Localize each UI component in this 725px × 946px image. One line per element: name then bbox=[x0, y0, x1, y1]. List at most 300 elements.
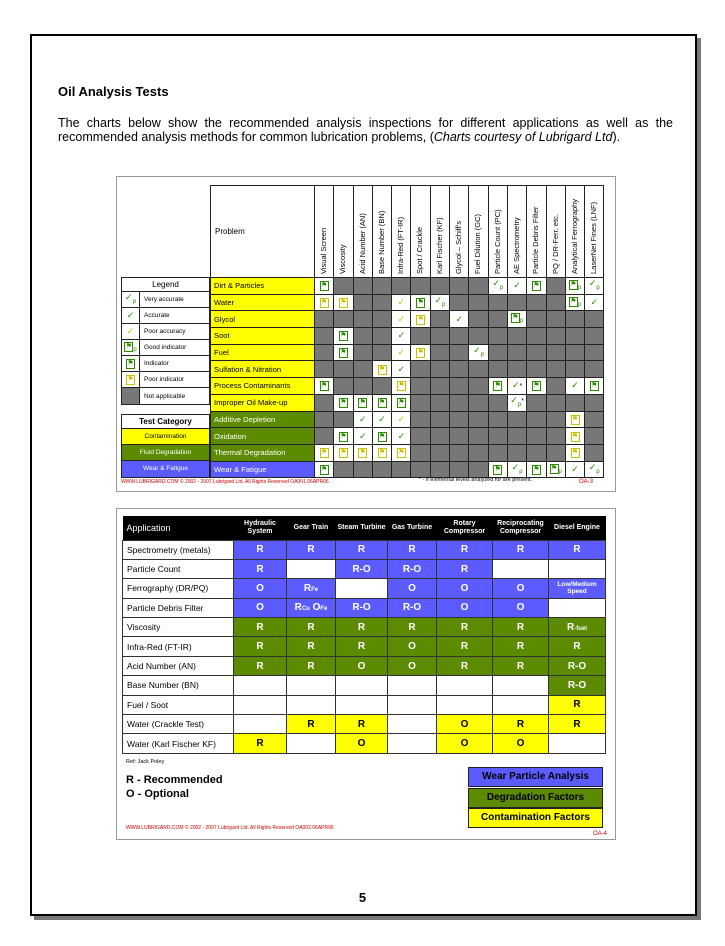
not-applicable-cell bbox=[527, 311, 546, 328]
recommendation-cell: R bbox=[287, 637, 336, 656]
not-applicable-cell bbox=[450, 394, 469, 411]
not-applicable-cell bbox=[450, 294, 469, 311]
not-applicable-cell bbox=[411, 278, 430, 295]
not-applicable-cell bbox=[450, 461, 469, 478]
poor-indicator-icon: ⚑ bbox=[398, 382, 405, 390]
recommendation-cell: R bbox=[388, 540, 437, 559]
accurate-check-icon: ✓* bbox=[511, 380, 523, 391]
indicator-icon: ⚑ bbox=[321, 465, 328, 473]
problem-label: Glycol bbox=[211, 311, 315, 328]
not-applicable-cell bbox=[392, 461, 411, 478]
not-applicable-cell bbox=[411, 461, 430, 478]
not-applicable-cell bbox=[546, 444, 565, 461]
rating-cell bbox=[527, 378, 546, 395]
recommendation-cell: R-O bbox=[388, 559, 437, 578]
poor-accuracy-check-icon: ✓ bbox=[126, 326, 135, 336]
problem-label: Thermal Degradation bbox=[211, 444, 315, 461]
poor-indicator-icon: ⚑ bbox=[571, 415, 579, 423]
recommendation-cell: R bbox=[336, 618, 388, 637]
category-key-item: Degradation Factors bbox=[468, 788, 603, 808]
not-applicable-cell bbox=[430, 411, 449, 428]
recommendation-cell bbox=[388, 695, 437, 714]
recommendation-cell bbox=[388, 715, 437, 734]
not-applicable-cell bbox=[469, 428, 488, 445]
rating-cell bbox=[450, 311, 469, 328]
problem-row bbox=[211, 294, 604, 311]
rating-cell bbox=[527, 461, 546, 478]
recommendation-cell: O bbox=[234, 579, 287, 598]
test-label: Ferrography (DR/PQ) bbox=[123, 579, 234, 598]
problem-label: Dirt & Particles bbox=[211, 278, 315, 295]
test-row bbox=[123, 676, 606, 695]
legend-symbol bbox=[122, 356, 140, 371]
not-applicable-cell bbox=[488, 428, 507, 445]
legend-title: Legend bbox=[122, 278, 209, 292]
not-applicable-cell bbox=[353, 311, 372, 328]
not-applicable-cell bbox=[585, 361, 604, 378]
not-applicable-cell bbox=[315, 361, 334, 378]
not-applicable-cell bbox=[315, 411, 334, 428]
category-item: Fluid Degradation bbox=[122, 445, 209, 461]
not-applicable-cell bbox=[353, 378, 372, 395]
problem-row bbox=[211, 344, 604, 361]
recommendation-cell: R bbox=[549, 540, 606, 559]
category-title: Test Category bbox=[122, 415, 209, 429]
indicator-icon: ⚑ bbox=[340, 332, 347, 340]
rating-cell bbox=[507, 311, 526, 328]
legend-symbol bbox=[122, 372, 140, 387]
accurate-check-icon: ✓ bbox=[571, 380, 579, 391]
recommendation-cell: R bbox=[336, 637, 388, 656]
not-applicable-cell bbox=[469, 394, 488, 411]
application-grid bbox=[122, 516, 606, 754]
recommendation-cell bbox=[437, 695, 493, 714]
test-header: Karl Fischer (KF) bbox=[430, 186, 449, 278]
legend-symbol bbox=[122, 340, 140, 355]
poor-accuracy-check-icon: ✓ bbox=[397, 297, 406, 308]
not-applicable-cell bbox=[546, 311, 565, 328]
recommendation-cell: R bbox=[287, 618, 336, 637]
not-applicable-cell bbox=[315, 428, 334, 445]
test-category-legend bbox=[121, 414, 210, 478]
not-applicable-cell bbox=[488, 361, 507, 378]
not-applicable-cell bbox=[488, 294, 507, 311]
poor-indicator-icon: ⚑ bbox=[398, 449, 405, 457]
test-label: Base Number (BN) bbox=[123, 676, 234, 695]
indicator-icon: ⚑ bbox=[494, 465, 501, 473]
not-applicable-cell bbox=[469, 461, 488, 478]
not-applicable-cell bbox=[450, 361, 469, 378]
recommendation-cell bbox=[493, 559, 549, 578]
rating-cell bbox=[585, 378, 604, 395]
rating-cell bbox=[392, 328, 411, 345]
not-applicable-cell bbox=[353, 461, 372, 478]
recommendation-cell: R bbox=[437, 540, 493, 559]
recommendation-cell: O bbox=[437, 734, 493, 753]
legend-item bbox=[122, 388, 209, 404]
rating-cell bbox=[565, 294, 584, 311]
test-row bbox=[123, 598, 606, 617]
rating-cell bbox=[565, 411, 584, 428]
accurate-check-icon: ✓ bbox=[571, 463, 579, 474]
test-row bbox=[123, 734, 606, 753]
legend-item bbox=[122, 292, 209, 308]
test-header: Viscosity bbox=[334, 186, 353, 278]
recommendation-cell: R bbox=[437, 618, 493, 637]
not-applicable-cell bbox=[430, 328, 449, 345]
recommendation-cell: R bbox=[287, 656, 336, 675]
rating-cell bbox=[392, 344, 411, 361]
rating-cell bbox=[469, 344, 488, 361]
very-accurate-check-icon: $✓_p$ bbox=[588, 461, 600, 475]
test-label: Spectrometry (metals) bbox=[123, 540, 234, 559]
not-applicable-cell bbox=[430, 278, 449, 295]
indicator-icon: ⚑ bbox=[417, 299, 424, 307]
recommendation-cell: R bbox=[388, 618, 437, 637]
not-applicable-cell bbox=[585, 328, 604, 345]
recommendation-cell bbox=[287, 695, 336, 714]
recommendation-cell: O bbox=[493, 579, 549, 598]
not-applicable-cell bbox=[411, 444, 430, 461]
not-applicable-cell bbox=[315, 344, 334, 361]
not-applicable-cell bbox=[527, 428, 546, 445]
rating-cell bbox=[392, 311, 411, 328]
not-applicable-cell bbox=[565, 328, 584, 345]
rating-cell bbox=[353, 444, 372, 461]
application-column-header: Rotary Compressor bbox=[437, 516, 493, 540]
not-applicable-cell bbox=[334, 461, 353, 478]
indicator-icon: ⚑ bbox=[533, 465, 540, 473]
not-applicable-cell bbox=[546, 328, 565, 345]
recommendation-cell: Low/Medium Speed bbox=[549, 579, 606, 598]
recommendation-cell bbox=[234, 715, 287, 734]
not-applicable-cell bbox=[315, 311, 334, 328]
application-column-header: Gas Turbine bbox=[388, 516, 437, 540]
legend-label: Indicator bbox=[144, 360, 169, 367]
recommendation-cell bbox=[336, 579, 388, 598]
not-applicable-cell bbox=[469, 378, 488, 395]
recommendation-cell bbox=[388, 676, 437, 695]
recommendation-cell: O bbox=[437, 598, 493, 617]
rating-cell bbox=[507, 394, 526, 411]
legend-item bbox=[122, 356, 209, 372]
not-applicable-cell bbox=[334, 378, 353, 395]
recommendation-cell: R bbox=[234, 618, 287, 637]
problem-row bbox=[211, 278, 604, 295]
not-applicable-cell bbox=[527, 328, 546, 345]
recommended-label: R - Recommended bbox=[126, 774, 223, 786]
recommendation-cell: R bbox=[493, 618, 549, 637]
page-number: 5 bbox=[358, 890, 367, 905]
not-applicable-cell bbox=[527, 411, 546, 428]
legend-label: Good indicator bbox=[144, 344, 187, 351]
intro-paragraph bbox=[58, 116, 673, 144]
recommendation-cell bbox=[549, 734, 606, 753]
test-row bbox=[123, 579, 606, 598]
indicator-icon: ⚑ bbox=[359, 399, 366, 407]
recommendation-cell: O bbox=[336, 656, 388, 675]
problem-row bbox=[211, 394, 604, 411]
rating-cell bbox=[353, 394, 372, 411]
problem-test-chart bbox=[116, 176, 616, 492]
rating-cell bbox=[334, 344, 353, 361]
not-applicable-cell bbox=[411, 361, 430, 378]
recommendation-cell: O bbox=[234, 598, 287, 617]
page-shadow bbox=[34, 916, 701, 920]
rating-cell bbox=[565, 428, 584, 445]
rating-cell bbox=[411, 344, 430, 361]
not-applicable-cell bbox=[411, 428, 430, 445]
chart2-footer: WWW.LUBRIGARD.COM © 2002 - 2007 Lubrigard Ltd. All Rights Reserved OA002.06APR06 bbox=[126, 825, 334, 831]
recommendation-cell: RFe bbox=[287, 579, 336, 598]
not-applicable-cell bbox=[585, 344, 604, 361]
not-applicable-cell bbox=[392, 278, 411, 295]
not-applicable-cell bbox=[565, 311, 584, 328]
recommendation-cell: R bbox=[549, 715, 606, 734]
not-applicable-cell bbox=[488, 328, 507, 345]
intro-credit: Charts courtesy of Lubrigard Ltd bbox=[433, 130, 613, 144]
recommendation-cell: R bbox=[549, 695, 606, 714]
rating-cell bbox=[392, 428, 411, 445]
application-chart bbox=[116, 508, 616, 840]
rating-cell bbox=[527, 278, 546, 295]
rating-cell bbox=[315, 444, 334, 461]
problem-label: Improper Oil Make-up bbox=[211, 394, 315, 411]
recommendation-cell: R bbox=[287, 715, 336, 734]
very-accurate-check-icon: $✓_p$ bbox=[588, 277, 600, 291]
not-applicable-cell bbox=[507, 344, 526, 361]
problem-row bbox=[211, 461, 604, 478]
not-applicable-cell bbox=[469, 361, 488, 378]
category-key-item: Wear Particle Analysis bbox=[468, 767, 603, 787]
chart1-note: * - if elemental levels analyzed for are present. bbox=[419, 477, 533, 483]
accurate-check-icon: ✓ bbox=[397, 363, 406, 374]
problem-test-grid bbox=[210, 185, 604, 478]
recommendation-cell: O bbox=[336, 734, 388, 753]
problem-label: Oxidation bbox=[211, 428, 315, 445]
not-applicable-cell bbox=[488, 344, 507, 361]
rating-cell bbox=[565, 378, 584, 395]
rating-cell bbox=[392, 444, 411, 461]
rating-cell bbox=[411, 311, 430, 328]
not-applicable-cell bbox=[546, 344, 565, 361]
indicator-icon: ⚑ bbox=[340, 349, 347, 357]
recommendation-cell: R bbox=[336, 715, 388, 734]
accurate-check-icon: ✓ bbox=[358, 413, 367, 424]
rating-cell bbox=[372, 428, 391, 445]
not-applicable-cell bbox=[585, 311, 604, 328]
very-accurate-check-icon: $✓_p$ bbox=[511, 461, 523, 475]
rating-cell bbox=[334, 294, 353, 311]
test-header: Acid Number (AN) bbox=[353, 186, 372, 278]
recommendation-cell: R bbox=[234, 559, 287, 578]
not-applicable-cell bbox=[353, 328, 372, 345]
recommendation-cell: O bbox=[437, 579, 493, 598]
indicator-icon: ⚑ bbox=[533, 282, 540, 290]
recommendation-cell: R bbox=[287, 540, 336, 559]
recommendation-cell: R bbox=[493, 637, 549, 656]
poor-indicator-icon: ⚑ bbox=[378, 449, 386, 457]
not-applicable-cell bbox=[507, 328, 526, 345]
recommendation-cell: O bbox=[388, 637, 437, 656]
recommendation-cell: R bbox=[336, 540, 388, 559]
not-applicable-cell bbox=[315, 394, 334, 411]
very-accurate-check-icon: $✓_p*$ bbox=[510, 394, 524, 408]
not-applicable-cell bbox=[507, 444, 526, 461]
recommendation-cell: R bbox=[437, 656, 493, 675]
not-applicable-cell bbox=[585, 444, 604, 461]
legend-label: Poor indicator bbox=[144, 376, 185, 383]
legend-label: Not applicable bbox=[144, 392, 186, 400]
indicator-icon: ⚑ bbox=[591, 382, 598, 390]
recommendation-cell: O bbox=[388, 656, 437, 675]
test-header: Spot / Crackle bbox=[411, 186, 430, 278]
not-applicable-cell bbox=[565, 344, 584, 361]
legend-symbol bbox=[122, 292, 140, 307]
not-applicable-cell bbox=[585, 411, 604, 428]
test-header: Particle Debris Filter bbox=[527, 186, 546, 278]
not-applicable-cell bbox=[372, 311, 391, 328]
not-applicable-cell bbox=[411, 328, 430, 345]
rating-cell bbox=[430, 294, 449, 311]
not-applicable-cell bbox=[430, 444, 449, 461]
not-applicable-cell bbox=[546, 278, 565, 295]
not-applicable-cell bbox=[488, 444, 507, 461]
very-accurate-check-icon: $✓_p$ bbox=[125, 291, 136, 305]
recommendation-cell: R bbox=[234, 734, 287, 753]
recommendation-cell: R bbox=[234, 540, 287, 559]
problem-row bbox=[211, 378, 604, 395]
not-applicable-cell bbox=[334, 311, 353, 328]
test-row bbox=[123, 715, 606, 734]
not-applicable-cell bbox=[334, 361, 353, 378]
rating-cell bbox=[315, 378, 334, 395]
chart1-footer: WWW.LUBRIGARD.COM © 2002 - 2007 Lubrigard Ltd. All Rights Reserved OA001.06APR06 bbox=[121, 479, 329, 485]
category-item: Contamination bbox=[122, 429, 209, 445]
poor-accuracy-check-icon: ✓ bbox=[397, 313, 406, 324]
problem-row bbox=[211, 444, 604, 461]
category-key-item: Contamination Factors bbox=[468, 808, 603, 828]
legend-label: Poor accuracy bbox=[144, 328, 186, 335]
indicator-icon: ⚑ bbox=[321, 282, 328, 290]
rating-cell bbox=[372, 394, 391, 411]
test-row bbox=[123, 618, 606, 637]
not-applicable-cell bbox=[430, 344, 449, 361]
rating-cell bbox=[315, 278, 334, 295]
recommendation-cell: R-O bbox=[388, 598, 437, 617]
test-header: Glycol – Schiff's bbox=[450, 186, 469, 278]
legend-item bbox=[122, 308, 209, 324]
reference-note: Ref: Jack Poley bbox=[126, 759, 165, 765]
legend-symbol bbox=[122, 308, 140, 323]
test-row bbox=[123, 540, 606, 559]
accurate-check-icon: ✓ bbox=[590, 297, 599, 308]
not-applicable-cell bbox=[430, 311, 449, 328]
accurate-check-icon: ✓ bbox=[126, 310, 135, 320]
not-applicable-cell bbox=[430, 461, 449, 478]
legend bbox=[121, 277, 210, 405]
test-header: AE Spectrometry bbox=[507, 186, 526, 278]
not-applicable-cell bbox=[507, 411, 526, 428]
poor-indicator-icon: ⚑ bbox=[127, 376, 134, 383]
problem-row bbox=[211, 428, 604, 445]
rating-cell bbox=[315, 461, 334, 478]
rating-cell bbox=[507, 378, 526, 395]
not-applicable-cell bbox=[450, 328, 469, 345]
not-applicable-cell bbox=[469, 411, 488, 428]
good-indicator-icon: $⚑_p$ bbox=[512, 314, 524, 325]
not-applicable-cell bbox=[527, 444, 546, 461]
problem-row bbox=[211, 328, 604, 345]
rating-cell bbox=[565, 461, 584, 478]
not-applicable-cell bbox=[546, 411, 565, 428]
chart1-code: OA-3 bbox=[579, 479, 594, 485]
not-applicable-cell bbox=[527, 361, 546, 378]
not-applicable-cell bbox=[430, 378, 449, 395]
not-applicable-cell bbox=[450, 278, 469, 295]
test-header: Particle Count (PC) bbox=[488, 186, 507, 278]
recommendation-cell: R bbox=[437, 637, 493, 656]
very-accurate-check-icon: $✓_p$ bbox=[434, 294, 446, 308]
not-applicable-cell bbox=[430, 394, 449, 411]
not-applicable-cell bbox=[450, 428, 469, 445]
recommendation-cell: RCu OFe bbox=[287, 598, 336, 617]
rating-cell bbox=[585, 278, 604, 295]
problem-row bbox=[211, 411, 604, 428]
poor-indicator-icon: ⚑ bbox=[571, 449, 579, 457]
test-label: Particle Debris Filter bbox=[123, 598, 234, 617]
not-applicable-cell bbox=[488, 394, 507, 411]
not-applicable-cell bbox=[372, 278, 391, 295]
rating-cell bbox=[411, 294, 430, 311]
rating-cell bbox=[488, 461, 507, 478]
legend-label: Very accurate bbox=[144, 296, 184, 303]
test-row bbox=[123, 656, 606, 675]
problem-row bbox=[211, 361, 604, 378]
test-label: Water (Crackle Test) bbox=[123, 715, 234, 734]
rating-cell bbox=[372, 411, 391, 428]
not-applicable-cell bbox=[372, 461, 391, 478]
not-applicable-cell bbox=[546, 361, 565, 378]
recommendation-cell: R bbox=[549, 637, 606, 656]
recommendation-cell bbox=[437, 676, 493, 695]
recommend-key bbox=[126, 773, 223, 801]
test-label: Water (Karl Fischer KF) bbox=[123, 734, 234, 753]
not-applicable-cell bbox=[411, 411, 430, 428]
application-column-header: Reciprocating Compressor bbox=[493, 516, 549, 540]
indicator-icon: ⚑ bbox=[340, 399, 347, 407]
problem-header: Problem bbox=[211, 186, 315, 278]
not-applicable-cell bbox=[546, 394, 565, 411]
recommendation-cell: R-O bbox=[549, 676, 606, 695]
not-applicable-cell bbox=[450, 378, 469, 395]
rating-cell bbox=[353, 428, 372, 445]
legend-symbol bbox=[122, 388, 140, 404]
recommendation-cell: R-O bbox=[549, 656, 606, 675]
recommendation-cell: R bbox=[437, 559, 493, 578]
not-applicable-cell bbox=[585, 394, 604, 411]
not-applicable-cell bbox=[565, 361, 584, 378]
indicator-icon: ⚑ bbox=[494, 382, 501, 390]
rating-cell bbox=[565, 278, 584, 295]
test-label: Infra-Red (FT-IR) bbox=[123, 637, 234, 656]
not-applicable-cell bbox=[372, 328, 391, 345]
good-indicator-icon: $⚑_p$ bbox=[570, 297, 582, 308]
rating-cell bbox=[334, 428, 353, 445]
recommendation-cell bbox=[234, 695, 287, 714]
test-label: Acid Number (AN) bbox=[123, 656, 234, 675]
accurate-check-icon: ✓ bbox=[397, 330, 406, 341]
